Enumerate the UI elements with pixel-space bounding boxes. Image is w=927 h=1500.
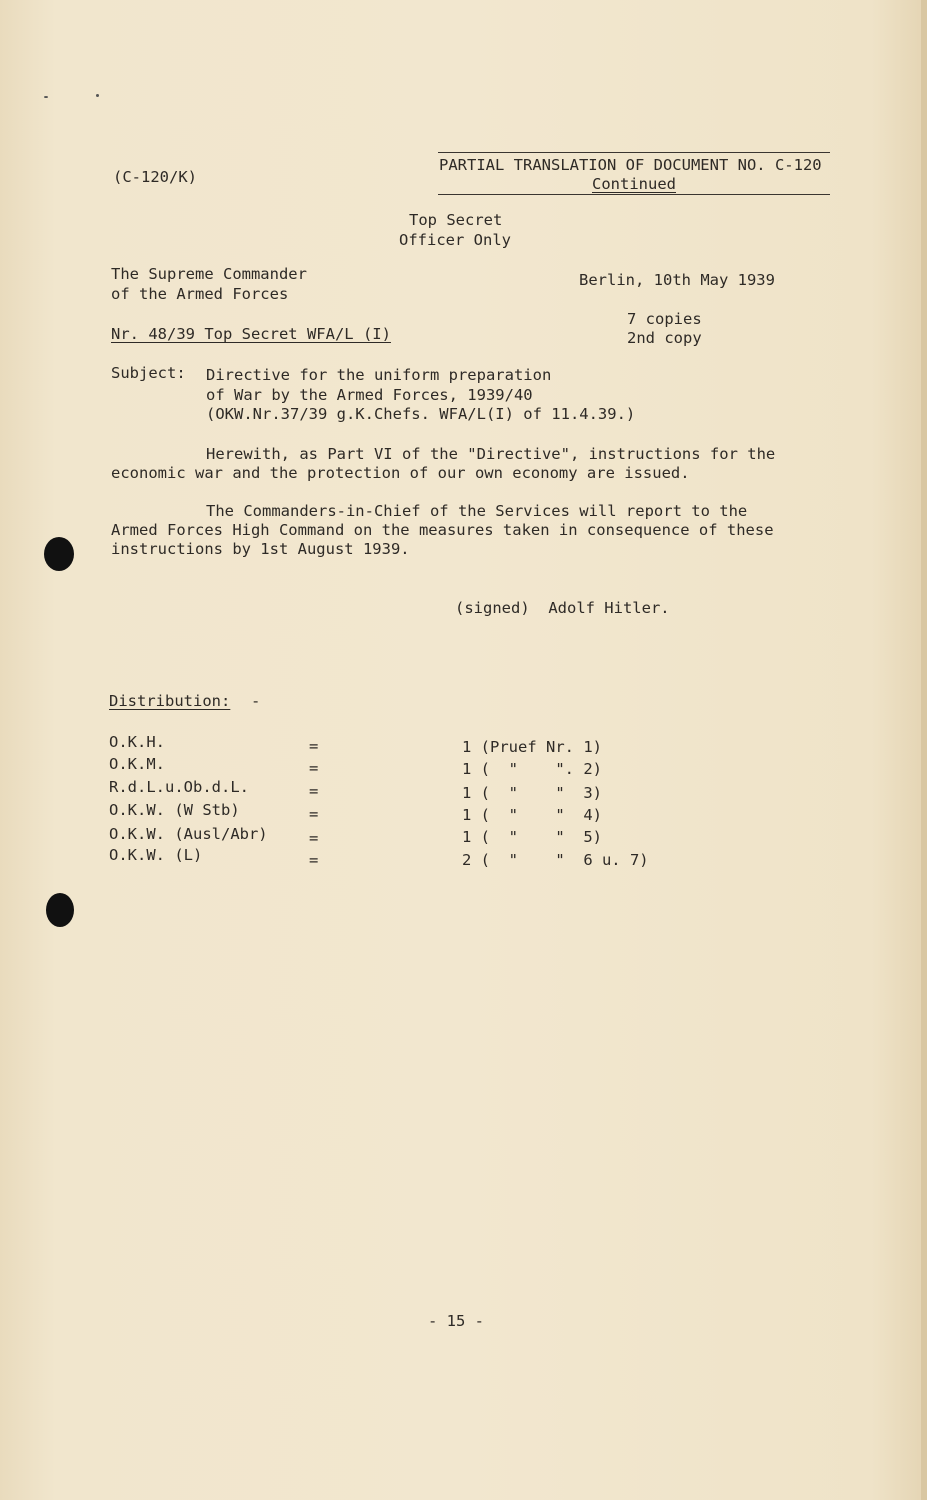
- body-p1-line-1: Herewith, as Part VI of the "Directive", instructions for the: [206, 445, 776, 463]
- sender-line-2: of the Armed Forces: [111, 285, 289, 303]
- distribution-count: 2 ( " " 6 u. 7): [462, 851, 649, 869]
- classification-officer-only: Officer Only: [399, 231, 511, 249]
- place-date: Berlin, 10th May 1939: [579, 271, 775, 289]
- body-p1-line-2: economic war and the protection of our own economy are issued.: [111, 464, 690, 482]
- punch-hole-mark: [44, 537, 74, 571]
- translation-title: PARTIAL TRANSLATION OF DOCUMENT NO. C-120: [439, 156, 822, 174]
- distribution-heading-dash: -: [251, 692, 261, 710]
- distribution-recipient: O.K.H.: [109, 733, 165, 751]
- signature: (signed) Adolf Hitler.: [455, 599, 670, 617]
- title-top-rule: [438, 152, 830, 153]
- distribution-count: 1 (Pruef Nr. 1): [462, 738, 602, 756]
- distribution-count: 1 ( " ". 2): [462, 760, 602, 778]
- distribution-separator: =: [309, 737, 319, 755]
- title-bottom-rule: [438, 194, 830, 195]
- body-p2-line-2: Armed Forces High Command on the measures taken in consequence of these: [111, 521, 774, 539]
- distribution-separator: =: [309, 782, 319, 800]
- subject-line-1: Directive for the uniform preparation: [206, 366, 552, 384]
- distribution-count: 1 ( " " 5): [462, 828, 602, 846]
- classification-top-secret: Top Secret: [409, 211, 503, 229]
- sender-line-1: The Supreme Commander: [111, 265, 307, 283]
- distribution-separator: =: [309, 851, 319, 869]
- distribution-recipient: R.d.L.u.Ob.d.L.: [109, 778, 249, 796]
- file-number: Nr. 48/39 Top Secret WFA/L (I): [111, 325, 391, 343]
- distribution-count: 1 ( " " 4): [462, 806, 602, 824]
- copies-count: 7 copies: [627, 310, 702, 328]
- distribution-recipient: O.K.W. (L): [109, 846, 203, 864]
- distribution-separator: =: [309, 805, 319, 823]
- document-reference: (C-120/K): [113, 168, 197, 186]
- punch-hole-mark: [46, 893, 74, 927]
- speck: [96, 94, 99, 97]
- subject-line-2: of War by the Armed Forces, 1939/40: [206, 386, 533, 404]
- distribution-heading: Distribution:: [109, 692, 231, 710]
- distribution-recipient: O.K.W. (W Stb): [109, 801, 240, 819]
- copy-number: 2nd copy: [627, 329, 702, 347]
- speck: [44, 96, 48, 98]
- page-edge: [921, 0, 927, 1500]
- subject-line-3: (OKW.Nr.37/39 g.K.Chefs. WFA/L(I) of 11.4.39.): [206, 405, 636, 423]
- body-p2-line-1: The Commanders-in-Chief of the Services will report to the: [206, 502, 748, 520]
- continued-label: Continued: [592, 175, 676, 193]
- distribution-recipient: O.K.M.: [109, 755, 165, 773]
- distribution-recipient: O.K.W. (Ausl/Abr): [109, 825, 268, 843]
- body-p2-line-3: instructions by 1st August 1939.: [111, 540, 410, 558]
- subject-label: Subject:: [111, 364, 186, 382]
- distribution-separator: =: [309, 759, 319, 777]
- distribution-separator: =: [309, 829, 319, 847]
- page-number: - 15 -: [428, 1312, 484, 1330]
- distribution-count: 1 ( " " 3): [462, 784, 602, 802]
